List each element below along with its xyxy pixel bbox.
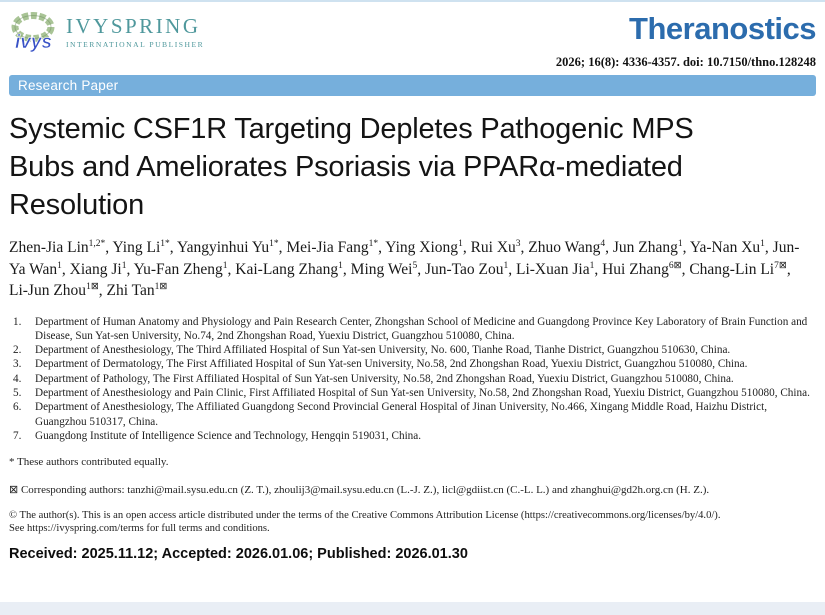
author-entry: Zhuo Wang$^4$,: [528, 238, 613, 256]
bottom-band: [0, 602, 825, 615]
affiliation-item: 1. Department of Human Anatomy and Physiology and Pain Research Center, Zhongshan School of Medicine and Guangdong Province Key Laboratory of Brain Function and Disease, Sun Yat-sen University, No.74, 2nd Zhongshan Road, Yuexiu District, Guangzhou 510080, China.: [13, 315, 808, 342]
equal-contribution-note: * These authors contributed equally.: [9, 456, 169, 469]
journal-header: [9, 10, 816, 70]
received-accepted-published: Received: 2025.11.12; Accepted: 2026.01.06; Published: 2026.01.30: [9, 545, 468, 562]
corresponding-authors-text: Corresponding authors: tanzhi@mail.sysu.edu.cn (Z. T.), zhoulij3@mail.sysu.edu.cn (L.-J. Z.), licl@gdiist.cn (C.-L. L.) and zhanghui@gd2h.org.cn (H. Z.).: [20, 484, 710, 497]
publisher-text-block: [66, 15, 204, 49]
author-entry: Ming Wei$^5$,: [350, 260, 425, 278]
affiliation-item: 6. Department of Anesthesiology, The Affiliated Guangdong Second Provincial General Hospital of Jinan University, No.466, Xingang Middle Road, Haizhu District, Guangzhou 510317, China.: [13, 401, 768, 428]
author-entry: Zhen-Jia Lin$^{1,2*}$,: [9, 238, 113, 256]
author-entry: Xiang Ji$^1$,: [69, 260, 134, 278]
publisher-name: IVYSPRING: [66, 14, 201, 38]
title-line-3: Resolution: [9, 189, 145, 221]
affiliation-list: [9, 315, 816, 444]
publisher-logo-group: [9, 10, 204, 56]
author-entry: Mei-Jia Fang$^{1*}$,: [286, 238, 386, 256]
license-note: [9, 510, 816, 536]
author-entry: Yu-Fan Zheng$^1$,: [133, 260, 236, 278]
publisher-subtitle: INTERNATIONAL PUBLISHER: [66, 40, 205, 49]
affiliation-item: 2. Department of Anesthesiology, The Third Affiliated Hospital of Sun Yat-sen University, No. 600, Tianhe Road, Tianhe District, Guangzhou 510630, China.: [13, 344, 731, 357]
author-entry: Kai-Lang Zhang$^1$,: [235, 260, 351, 278]
license-line-1: © The author(s). This is an open access article distributed under the terms of the Creative Commons Attribution License (https://creativecommons.org/licenses/by/4.0/).: [9, 510, 721, 522]
ivyspring-logo-icon: [9, 10, 57, 56]
author-entry: Ying $Li^{1*}$,: [112, 238, 177, 256]
author-entry: Rui Xu$^3$,: [470, 238, 529, 256]
logo-ivys-text: ivys: [15, 32, 52, 53]
title-line-1: Systemic CSF1R Targeting Depletes Pathogenic MPS: [9, 113, 694, 145]
affiliation-item: 7. Guangdong Institute of Intelligence Science and Technology, Hengqin 519031, China.: [13, 429, 422, 442]
affiliation-item: 5. Department of Anesthesiology and Pain Clinic, First Affiliated Hospital of Sun Yat-sen University, No.58, 2nd Zhongshan Road, Yuexiu District, Guangzhou 510080, China.: [13, 386, 810, 399]
author-entry: Li-Jun Zhou$^{1⊠}$,: [9, 281, 107, 299]
corresponding-authors-note: [9, 483, 816, 496]
citation-doi: 2026; 16(8): 4336-4357. doi: 10.7150/thno.128248: [555, 55, 816, 69]
top-border-line: [0, 0, 825, 2]
title-line-2: Bubs and Ameliorates Psoriasis via PPARα-mediated: [9, 151, 683, 183]
journal-name: Theranostics: [629, 11, 816, 46]
author-entry: Jun-Ya Wan$^1$,: [9, 239, 800, 278]
author-entry: Ya-Nan Xu$^1$,: [689, 238, 773, 256]
author-entry: Li-Xuan Jia$^1$,: [516, 260, 603, 278]
author-entry: Jun Zhang$^1$,: [612, 238, 690, 256]
author-entry: Zhi Tan$^{1⊠}$: [106, 281, 168, 299]
affiliation-item: 4. Department of Pathology, The First Affiliated Hospital of Sun Yat-sen University, No.58, 2nd Zhongshan Road, Yuexiu District, Guangzhou 510080, China.: [13, 372, 734, 385]
article-title: [9, 110, 816, 224]
author-entry: Hui Zhang$^{6⊠}$,: [602, 260, 690, 278]
article-type-banner: Research Paper: [9, 75, 816, 96]
page-content: [0, 10, 825, 562]
author-entry: Chang-Lin $Li^{7⊠}$,: [689, 260, 791, 278]
author-entry: Yangyinhui $Yu^{1*}$,: [176, 238, 287, 256]
author-entry: Jun-Tao Zou$^1$,: [424, 260, 516, 278]
author-entry: Ying Xiong$^1$,: [385, 238, 471, 256]
journal-block: [556, 10, 816, 70]
affiliation-item: 3. Department of Dermatology, The First Affiliated Hospital of Sun Yat-sen University, No.58, 2nd Zhongshan Road, Yuexiu District, Guangzhou 510080, China.: [13, 358, 748, 371]
envelope-icon: ⊠: [9, 484, 19, 497]
license-line-2: See https://ivyspring.com/terms for full terms and conditions.: [9, 523, 270, 535]
author-list: [9, 237, 816, 302]
